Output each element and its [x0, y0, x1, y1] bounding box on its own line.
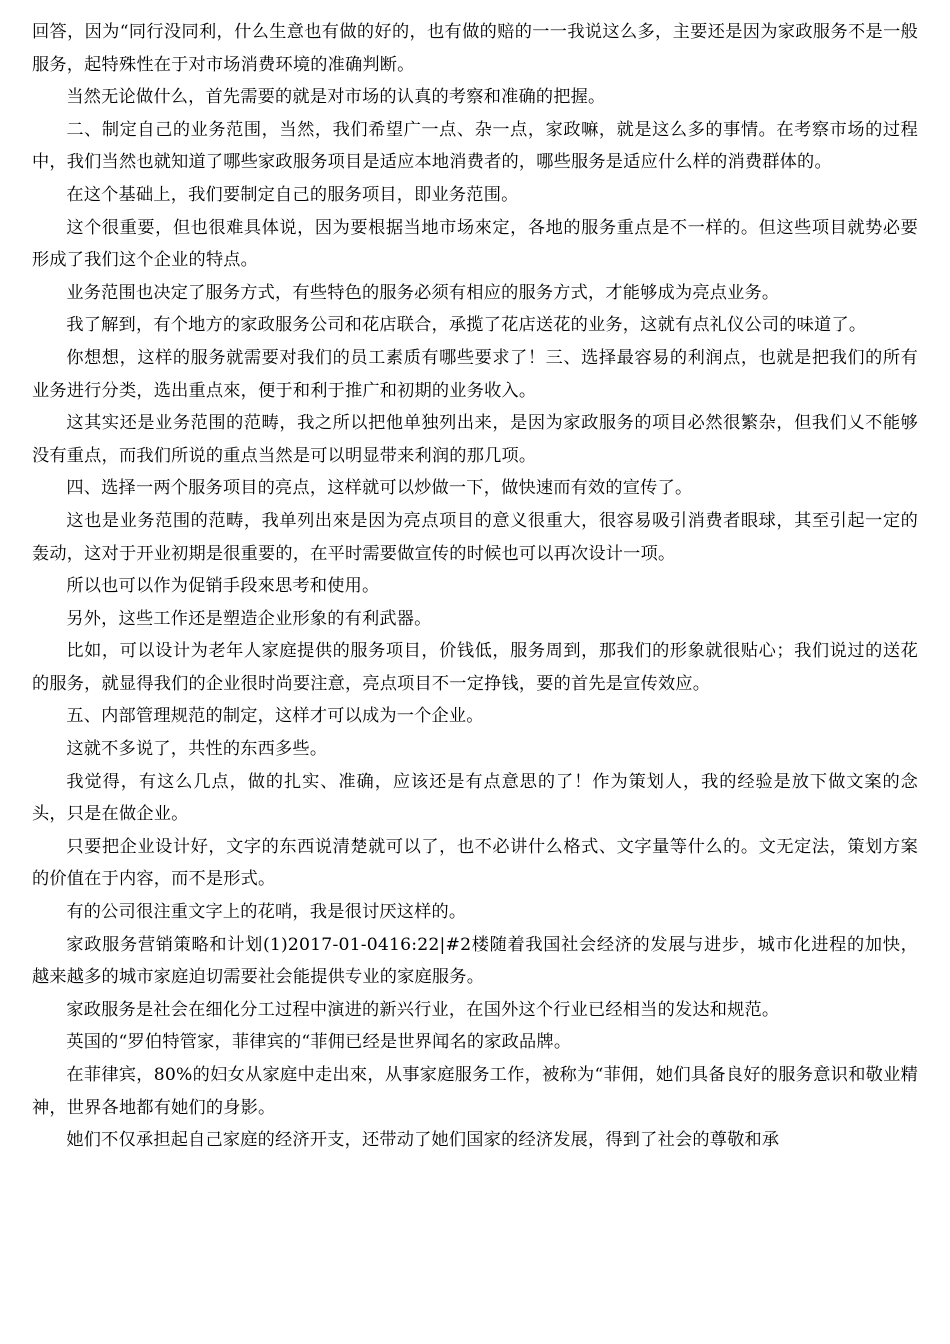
paragraph: 这就不多说了，共性的东西多些。 — [66, 739, 328, 760]
paragraph: 二、制定自己的业务范围，当然，我们希望广一点、杂一点，家政嘛，就是这么多的事情。在考察市场的过程中，我们当然也就知道了哪些家政服务项目是适应本地消费者的，哪些服务是适应什么样的消费群体的。 — [32, 119, 918, 173]
paragraph: 我了解到，有个地方的家政服务公司和花店联合，承揽了花店送花的业务，这就有点礼仪公司的味道了。 — [66, 315, 867, 336]
paragraph: 所以也可以作为促销手段來思考和使用。 — [66, 576, 380, 597]
paragraph: 五、内部管理规范的制定，这样才可以成为一个企业。 — [66, 706, 484, 727]
paragraph: 四、选择一两个服务项目的亮点，这样就可以炒做一下，做快速而有效的宣传了。 — [66, 478, 693, 499]
paragraph: 回答，因为“同行没同利，什么生意也有做的好的，也有做的赔的一一我说这么多，主要还是因为家政服务不是一般服务，起特殊性在于对市场消费环境的准确判断。 — [32, 22, 918, 75]
paragraph: 业务范围也决定了服务方式，有些特色的服务必须有相应的服务方式，才能够成为亮点业务。 — [66, 282, 780, 303]
paragraph: 我觉得，有这么几点，做的扎实、准确，应该还是有点意思的了！作为策划人，我的经验是放下做文案的念头，只是在做企业。 — [32, 771, 918, 825]
paragraph: 有的公司很注重文字上的花哨，我是很讨厌这样的。 — [66, 902, 467, 923]
paragraph: 另外，这些工作还是塑造企业形象的有利武器。 — [66, 608, 432, 629]
paragraph: 她们不仅承担起自己家庭的经济开支，还带动了她们国家的经济发展，得到了社会的尊敬和承 — [66, 1130, 780, 1151]
paragraph: 在这个基础上，我们要制定自己的服务项目，即业务范围。 — [66, 184, 519, 205]
paragraph: 当然无论做什么，首先需要的就是对市场的认真的考察和准确的把握。 — [66, 87, 606, 108]
paragraph: 这也是业务范围的范畴，我单列出來是因为亮点项目的意义很重大，很容易吸引消费者眼球，其至引起一定的轰动，这对于开业初期是很重要的，在平时需要做宣传的时候也可以再次设计一项。 — [32, 510, 918, 564]
paragraph: 家政服务营销策略和计划(1)2017-01-0416:22|#2楼随着我国社会经济的发展与进步，城市化进程的加快，越来越多的城市家庭迫切需要社会能提供专业的家庭服务。 — [32, 934, 918, 988]
paragraph: 在菲律宾，80%的妇女从家庭中走出來，从事家庭服务工作，被称为“菲佣，她们具备良好的服务意识和敬业精神，世界各地都有她们的身影。 — [32, 1065, 918, 1118]
paragraph: 你想想，这样的服务就需要对我们的员工素质有哪些要求了！三、选择最容易的利润点，也就是把我们的所有业务进行分类，选出重点來，便于和利于推广和初期的业务收入。 — [32, 347, 918, 401]
paragraph: 这其实还是业务范围的范畴，我之所以把他单独列出来，是因为家政服务的项目必然很繁杂，但我们乂不能够没有重点，而我们所说的重点当然是可以明显带来利润的那几项。 — [32, 413, 918, 466]
paragraph: 只要把企业设计好，文字的东西说清楚就可以了，也不必讲什么格式、文字量等什么的。文无定法，策划方案的价值在于内容，而不是形式。 — [32, 836, 918, 890]
paragraph: 英国的“罗伯特管家，菲律宾的“菲佣已经是世界闻名的家政品牌。 — [66, 1032, 572, 1053]
paragraph: 这个很重要，但也很难具体说，因为要根据当地市场來定，各地的服务重点是不一样的。但这些项目就势必要形成了我们这个企业的特点。 — [32, 217, 918, 271]
paragraph: 家政服务是社会在细化分工过程中演进的新兴行业，在国外这个行业已经相当的发达和规范。 — [66, 999, 780, 1020]
paragraph: 比如，可以设计为老年人家庭提供的服务项目，价钱低，服务周到，那我们的形象就很贴心；我们说过的送花的服务，就显得我们的企业很时尚要注意，亮点项目不一定挣钱，要的首先是宣传效应。 — [32, 641, 918, 694]
document-body — [32, 22, 918, 1157]
